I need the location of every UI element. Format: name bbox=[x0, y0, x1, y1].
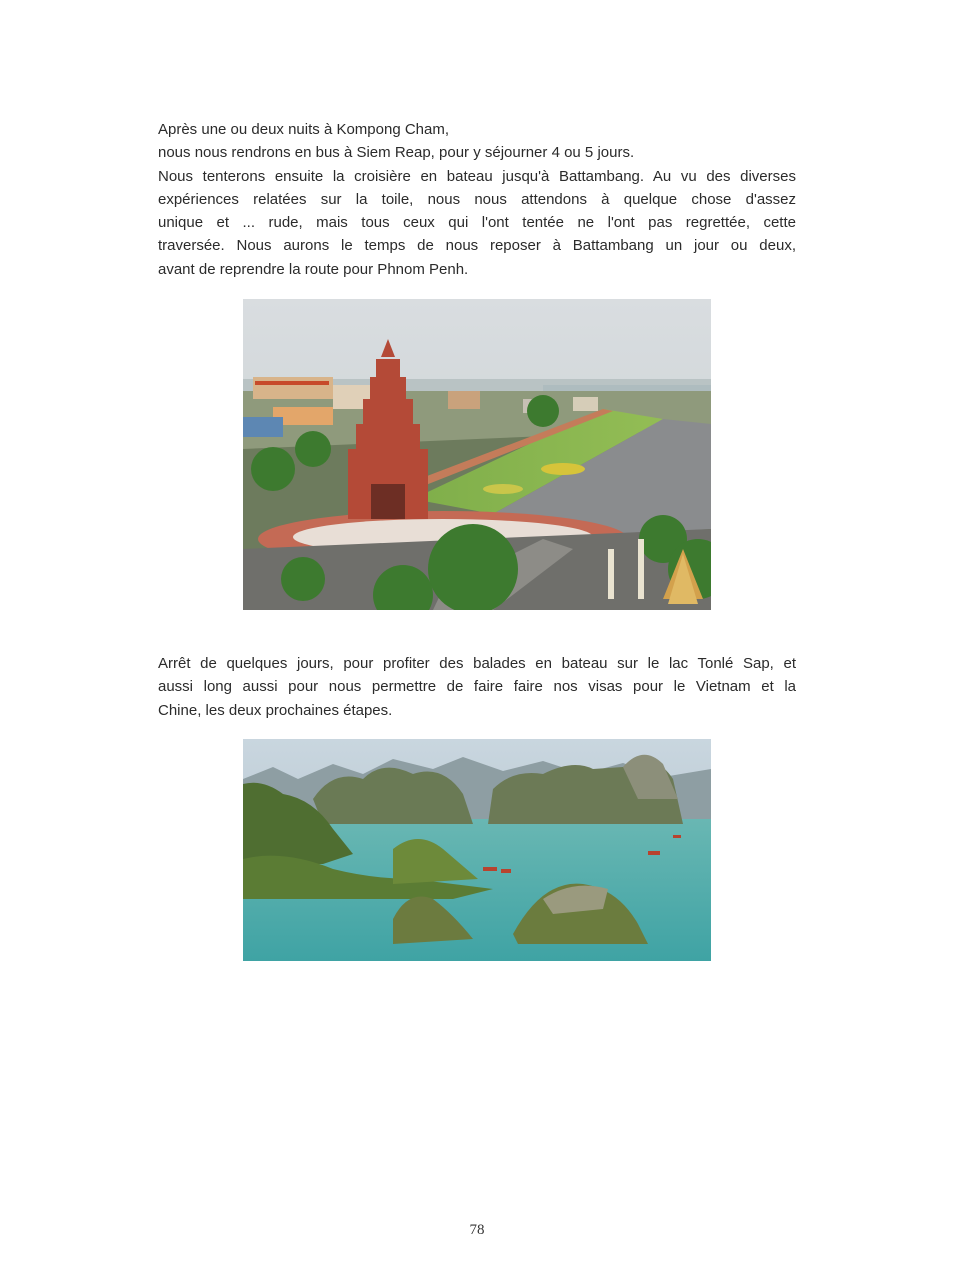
text-line: Nous tenterons ensuite la croisière en bateau jusqu'à Battambang. Au vu des diverses bbox=[158, 167, 796, 185]
ha-long-bay-photo bbox=[243, 739, 711, 961]
independence-monument-photo bbox=[243, 299, 711, 610]
text-line: Arrêt de quelques jours, pour profiter des balades en bateau sur le lac Tonlé Sap, et bbox=[158, 655, 796, 672]
page-number: 78 bbox=[469, 1222, 485, 1238]
paragraph-kompong-cham bbox=[158, 118, 796, 281]
text-line: expériences relatées sur la toile, nous nous attendons à quelque chose d'assez bbox=[158, 190, 796, 208]
text-line: traversée. Nous aurons le temps de nous reposer à Battambang un jour ou deux, bbox=[158, 237, 796, 255]
text-line: aussi long aussi pour nous permettre de faire faire nos visas pour le Vietnam et la bbox=[158, 678, 796, 696]
text-line: Après une ou deux nuits à Kompong Cham, bbox=[158, 121, 450, 138]
paragraph-tonle-sap bbox=[158, 652, 796, 722]
text-line: unique et ... rude, mais tous ceux qui l'ont tentée ne l'ont pas regrettée, cette bbox=[158, 214, 796, 232]
text-line: Chine, les deux prochaines étapes. bbox=[158, 701, 393, 719]
text-line: avant de reprendre la route pour Phnom Penh. bbox=[158, 260, 469, 278]
text-line: nous nous rendrons en bus à Siem Reap, pour y séjourner 4 ou 5 jours. bbox=[158, 144, 635, 162]
